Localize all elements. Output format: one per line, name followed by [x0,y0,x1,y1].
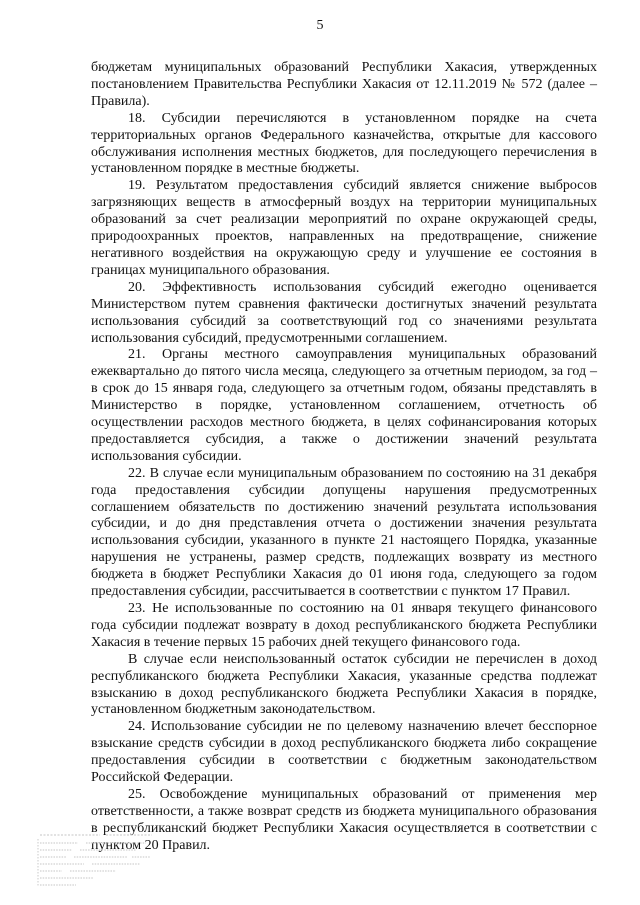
page-number: 5 [316,18,324,33]
paragraph-18: 18. Субсидии перечисляются в установленном порядке на счета территориальных органов Федерального казначейства, открытые для кассового обслуживания исполнения местных бюджетов, для последующего перечисления в установленном порядке в местные бюджеты. [91,110,597,177]
paragraph-24: 24. Использование субсидии не по целевому назначению влечет бесспорное взыскание средств субсидии в доход республиканского бюджета либо сокращение предоставления субсидии в соответствии с бюджетным законодательством Российской Федерации. [91,719,597,786]
paragraph-19: 19. Результатом предоставления субсидий является снижение выбросов загрязняющих веществ в атмосферный воздух на территории муниципальных образований за счет реализации мероприятий по охране окружающей среды, природоохранных проектов, направленных на предотвращение, снижение негативного воздействия на окружающую среду и улучшение ее состояния в границах муниципального образования. [91,178,597,278]
paragraph-25: 25. Освобождение муниципальных образований от применения мер ответственности, а также возврат средств из бюджета муниципального образования в республиканский бюджет Республики Хакасия осуществляется в соответствии с пунктом 20 Правил. [91,786,597,853]
paragraph-20: 20. Эффективность использования субсидий ежегодно оценивается Министерством путем сравнения фактически достигнутых значений результата использования субсидий за соответствующий год со значениями результата использования субсидий, предусмотренными соглашением. [91,279,597,346]
paragraph-22: 22. В случае если муниципальным образованием по состоянию на 31 декабря года предоставления субсидии допущены нарушения предусмотренных соглашением обязательств по достижению значений результата использования субсидии, и до дня представления отчета о достижении значения результата использования субсидии, указанного в пункте 21 настоящего Порядка, указанные нарушения не устранены, размер средств, подлежащих возврату из местного бюджета в бюджет Республики Хакасия до 01 июня года, следующего за годом предоставления субсидии, рассчитывается в соответствии с пунктом 17 Правил. [91,465,597,600]
document-body [91,60,597,855]
paragraph-21: 21. Органы местного самоуправления муниципальных образований ежеквартально до пятого числа месяца, следующего за отчетным периодом, за год – в срок до 15 января года, следующего за отчетным годом, обязаны представлять в Министерство в порядке, установленном соглашением, отчетность об осуществлении расходов местного бюджета, в целях софинансирования которых предоставляется субсидия, а также о достижении значений результата использования субсидии. [91,347,597,464]
paragraph-23-continued: В случае если неиспользованный остаток субсидии не перечислен в доход республиканского бюджета Республики Хакасия, указанные средства подлежат взысканию в доход республиканского бюджета Республики Хакасия в порядке, установленном бюджетным законодательством. [91,651,597,718]
paragraph-continuation: бюджетам муниципальных образований Республики Хакасия, утвержденных постановлением Правительства Республики Хакасия от 12.11.2019 № 572 (далее – Правила). [91,60,597,109]
paragraph-23: 23. Не использованные по состоянию на 01 января текущего финансового года субсидии подлежат возврату в доход республиканского бюджета Республики Хакасия в течение первых 15 рабочих дней текущего финансового года. [91,601,597,650]
electronic-signature-stamp [36,833,156,891]
